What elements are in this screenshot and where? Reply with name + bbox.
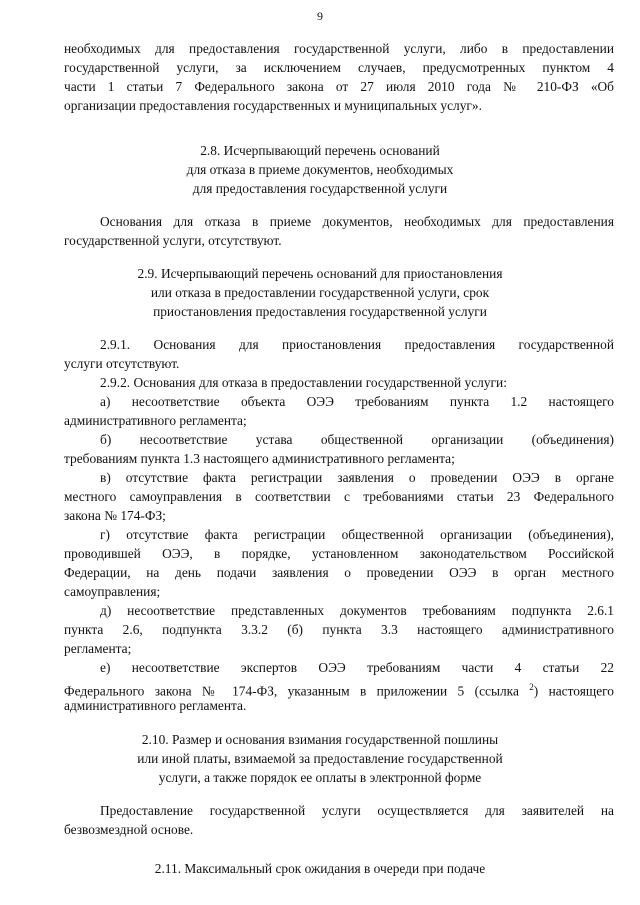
section-2-11-heading: 2.11. Максимальный срок ожидания в очереди при подаче [154, 861, 486, 876]
list-item-e-text: Федерального закона № 174-ФЗ, указанным в приложении 5 (ссылка [64, 683, 530, 699]
list-item-a: административного регламента; [64, 413, 247, 428]
list-item-e-text: ) настоящего [533, 683, 614, 699]
section-2-8-heading: для предоставления государственной услуги [192, 181, 448, 196]
section-2-10-heading: услуги, а также порядок ее оплаты в электронной форме [158, 770, 482, 785]
list-item-e: административного регламента. [64, 698, 247, 713]
list-item-g: самоуправления; [64, 584, 161, 599]
section-2-9-heading: 2.9. Исчерпывающий перечень оснований для приостановления [137, 266, 503, 281]
intro-line: части 1 статьи 7 Федерального закона от 27 июля 2010 года № 210-ФЗ «Об [64, 79, 614, 94]
section-2-10-body: Предоставление государственной услуги осуществляется для заявителей на [100, 803, 614, 818]
section-2-10-body: безвозмездной основе. [64, 822, 194, 837]
section-2-10-heading: 2.10. Размер и основания взимания государственной пошлины [141, 732, 499, 747]
list-item-v: в) отсутствие факта регистрации заявления о проведении ОЭЭ в органе [100, 470, 614, 485]
paragraph-2-9-2: 2.9.2. Основания для отказа в предоставлении государственной услуги: [100, 375, 507, 390]
page-number: 9 [317, 9, 323, 23]
list-item-d: пункта 2.6, подпункта 3.3.2 (б) пункта 3.3 настоящего административного [64, 622, 614, 637]
list-item-d: регламента; [64, 641, 132, 656]
section-2-8-body: Основания для отказа в приеме документов, необходимых для предоставления [100, 214, 614, 229]
section-2-8-body: государственной услуги, отсутствуют. [64, 233, 282, 248]
list-item-v: закона № 174-ФЗ; [64, 508, 166, 523]
section-2-9-heading: приостановления предоставления государственной услуги [153, 304, 487, 319]
intro-line: необходимых для предоставления государственной услуги, либо в предоставлении [64, 41, 614, 56]
list-item-g: г) отсутствие факта регистрации общественной организации (объединения), [100, 527, 614, 542]
paragraph-2-9-1: 2.9.1. Основания для приостановления предоставления государственной [100, 337, 614, 352]
section-2-8-heading: 2.8. Исчерпывающий перечень оснований [200, 143, 440, 158]
section-2-9-heading: или отказа в предоставлении государственной услуги, срок [150, 285, 490, 300]
list-item-a: а) несоответствие объекта ОЭЭ требованиям пункта 1.2 настоящего [100, 394, 614, 409]
list-item-g: проводившей ОЭЭ, в порядке, установленном законодательством Российской [64, 546, 614, 561]
list-item-g: Федерации, на день подачи заявления о проведении ОЭЭ в орган местного [64, 565, 614, 580]
list-item-e: е) несоответствие экспертов ОЭЭ требованиям части 4 статьи 22 [100, 660, 614, 675]
list-item-b: требованиям пункта 1.3 настоящего административного регламента; [64, 451, 455, 466]
intro-line: организации предоставления государственных и муниципальных услуг». [64, 98, 482, 113]
intro-line: государственной услуги, за исключением случаев, предусмотренных пунктом 4 [64, 60, 614, 75]
list-item-v: местного самоуправления в соответствии с требованиями статьи 23 Федерального [64, 489, 614, 504]
footnote-ref: 2 [529, 682, 534, 692]
list-item-b: б) несоответствие устава общественной организации (объединения) [100, 432, 614, 447]
paragraph-2-9-1: услуги отсутствуют. [64, 356, 180, 371]
section-2-8-heading: для отказа в приеме документов, необходимых [186, 162, 454, 177]
section-2-10-heading: или иной платы, взимаемой за предоставление государственной [137, 751, 503, 766]
list-item-d: д) несоответствие представленных документов требованиям подпункта 2.6.1 [100, 603, 614, 618]
